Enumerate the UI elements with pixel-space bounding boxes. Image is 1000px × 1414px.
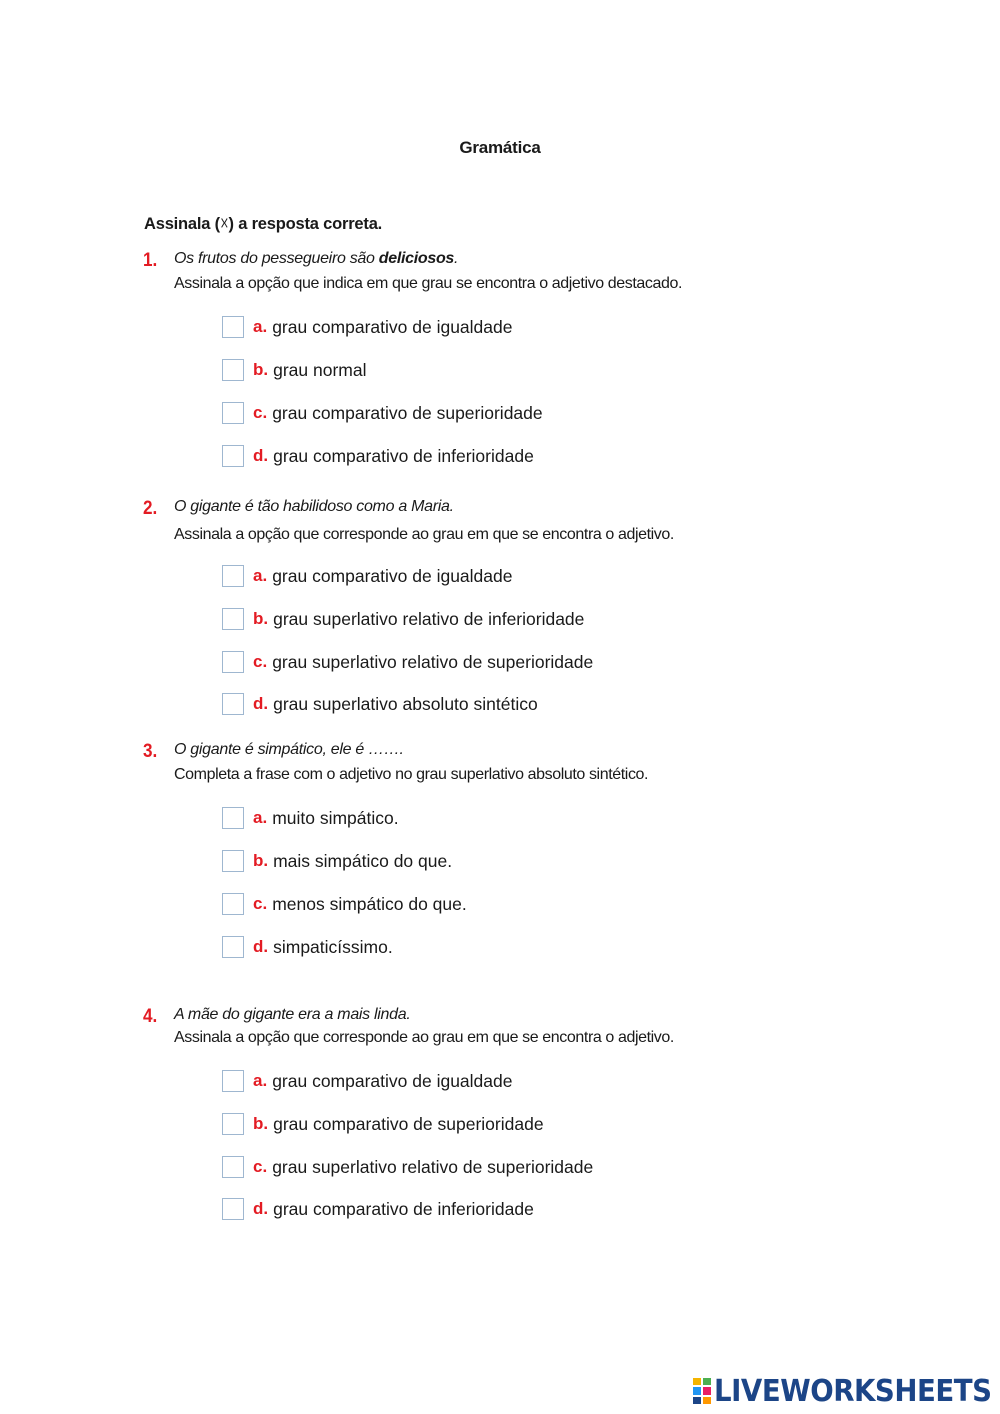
liveworksheets-logo-icon bbox=[693, 1378, 711, 1404]
option-b[interactable]: b. grau comparativo de superioridade bbox=[222, 1111, 544, 1137]
question-sentence: O gigante é simpático, ele é ……. bbox=[174, 741, 404, 758]
checkbox[interactable] bbox=[222, 850, 244, 872]
question-sentence: A mãe do gigante era a mais linda. bbox=[174, 1006, 411, 1023]
option-b[interactable]: b. grau normal bbox=[222, 357, 367, 383]
highlighted-adjective: deliciosos bbox=[378, 250, 455, 267]
question-prompt: Completa a frase com o adjetivo no grau superlativo absoluto sintético. bbox=[174, 766, 649, 783]
checkbox[interactable] bbox=[222, 936, 244, 958]
option-c[interactable]: c. menos simpático do que. bbox=[222, 891, 467, 917]
question-sentence: O gigante é tão habilidoso como a Maria. bbox=[174, 498, 454, 515]
question-prompt: Assinala a opção que corresponde ao grau em que se encontra o adjetivo. bbox=[174, 1029, 674, 1046]
checkbox[interactable] bbox=[222, 807, 244, 829]
checkbox[interactable] bbox=[222, 316, 244, 338]
question-sentence: Os frutos do pessegueiro são deliciosos. bbox=[174, 250, 459, 267]
option-c[interactable]: c. grau superlativo relativo de superioridade bbox=[222, 1154, 593, 1180]
liveworksheets-logo[interactable] bbox=[693, 1374, 1000, 1408]
checkbox[interactable] bbox=[222, 893, 244, 915]
option-c[interactable]: c. grau comparativo de superioridade bbox=[222, 400, 543, 426]
option-d[interactable]: d. grau comparativo de inferioridade bbox=[222, 1196, 534, 1222]
instruction: Assinala (☓) a resposta correta. bbox=[144, 215, 383, 233]
checkbox[interactable] bbox=[222, 1156, 244, 1178]
checkbox[interactable] bbox=[222, 608, 244, 630]
question-number: 4. bbox=[143, 1006, 158, 1027]
option-d[interactable]: d. grau comparativo de inferioridade bbox=[222, 443, 534, 469]
option-b[interactable]: b. mais simpático do que. bbox=[222, 848, 452, 874]
checkbox[interactable] bbox=[222, 1113, 244, 1135]
option-d[interactable]: d. grau superlativo absoluto sintético bbox=[222, 691, 538, 717]
checkbox[interactable] bbox=[222, 1070, 244, 1092]
option-b[interactable]: b. grau superlativo relativo de inferioridade bbox=[222, 606, 584, 632]
checkbox[interactable] bbox=[222, 651, 244, 673]
logo-text: LIVEWORKSHEETS bbox=[714, 1373, 992, 1409]
page-title: Gramática bbox=[459, 138, 541, 157]
option-a[interactable]: a. grau comparativo de igualdade bbox=[222, 563, 513, 589]
question-number: 2. bbox=[143, 498, 158, 519]
option-a[interactable]: a. grau comparativo de igualdade bbox=[222, 1068, 513, 1094]
checkbox[interactable] bbox=[222, 402, 244, 424]
option-c[interactable]: c. grau superlativo relativo de superioridade bbox=[222, 649, 593, 675]
checkbox[interactable] bbox=[222, 445, 244, 467]
question-number: 1. bbox=[143, 250, 158, 271]
question-prompt: Assinala a opção que indica em que grau se encontra o adjetivo destacado. bbox=[174, 275, 683, 292]
question-prompt: Assinala a opção que corresponde ao grau em que se encontra o adjetivo. bbox=[174, 526, 674, 543]
checkbox[interactable] bbox=[222, 359, 244, 381]
option-d[interactable]: d. simpaticíssimo. bbox=[222, 934, 393, 960]
option-a[interactable]: a. grau comparativo de igualdade bbox=[222, 314, 513, 340]
checkbox[interactable] bbox=[222, 565, 244, 587]
checkbox[interactable] bbox=[222, 1198, 244, 1220]
option-a[interactable]: a. muito simpático. bbox=[222, 805, 399, 831]
question-number: 3. bbox=[143, 741, 158, 762]
checkbox[interactable] bbox=[222, 693, 244, 715]
